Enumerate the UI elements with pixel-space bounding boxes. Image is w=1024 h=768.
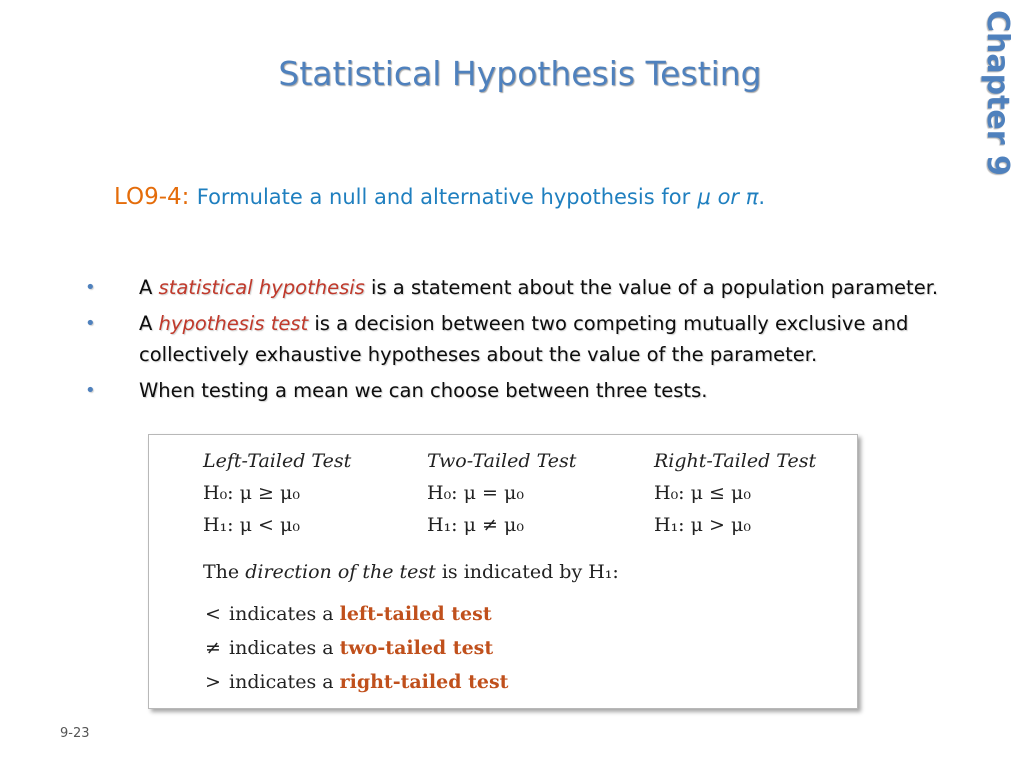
indicator-list (203, 599, 508, 701)
bullet-list (85, 272, 985, 411)
bullet-term: hypothesis test (158, 312, 309, 335)
bullet-text-pre: When testing a mean we can choose between three tests. (139, 379, 708, 402)
test-name: Right-Tailed Test (654, 450, 817, 472)
bullet-icon: • (85, 313, 96, 334)
indicator-item (203, 667, 508, 701)
indicator-symbol: > (205, 671, 221, 693)
indicator-kind: left-tailed test (339, 603, 492, 625)
indicator-kind: two-tailed test (339, 637, 494, 659)
chapter-label: Chapter (980, 10, 1015, 145)
bullet-term: statistical hypothesis (158, 276, 365, 299)
hypothesis-tests-figure (148, 434, 858, 709)
test-column-left (203, 447, 433, 543)
bullet-item (85, 308, 985, 370)
page-number: 9-23 (60, 726, 90, 741)
bullet-icon: • (85, 380, 96, 401)
indicator-symbol: ≠ (205, 637, 221, 659)
alternative-hypothesis: H₁: μ < μ₀ (203, 514, 300, 536)
direction-post: is indicated by H₁: (435, 561, 619, 583)
bullet-icon: • (85, 277, 96, 298)
test-column-right (654, 447, 884, 543)
bullet-text-post: is a statement about the value of a population parameter. (364, 276, 939, 299)
bullet-text-pre: A (139, 276, 159, 299)
bullet-text-pre: A (139, 312, 159, 335)
indicator-symbol: < (205, 603, 221, 625)
alternative-hypothesis: H₁: μ ≠ μ₀ (427, 514, 524, 536)
indicator-text: indicates a (223, 671, 340, 693)
chapter-number: 9 (980, 155, 1015, 176)
bullet-item (85, 272, 985, 303)
null-hypothesis: H₀: μ ≤ μ₀ (654, 482, 751, 504)
indicator-text: indicates a (223, 637, 340, 659)
indicator-item (203, 633, 508, 667)
indicator-text: indicates a (223, 603, 340, 625)
direction-term: direction of the test (245, 561, 436, 583)
null-hypothesis: H₀: μ ≥ μ₀ (203, 482, 300, 504)
objective-symbols: μ or π (697, 185, 759, 209)
test-column-two (427, 447, 657, 543)
test-name: Two-Tailed Test (427, 450, 577, 472)
alternative-hypothesis: H₁: μ > μ₀ (654, 514, 751, 536)
objective-code: LO9-4: (114, 184, 190, 210)
learning-objective (114, 184, 765, 210)
objective-end: . (758, 185, 766, 209)
objective-text: Formulate a null and alternative hypothesis for (196, 185, 691, 209)
bullet-item (85, 375, 985, 406)
slide-title: Statistical Hypothesis Testing (278, 54, 762, 93)
test-name: Left-Tailed Test (203, 450, 352, 472)
bullet-text-post: is a decision between two competing mutually exclusive and collectively exhaustive hypotheses about the value of the parameter. (139, 312, 909, 366)
direction-statement (203, 561, 619, 583)
null-hypothesis: H₀: μ = μ₀ (427, 482, 524, 504)
direction-pre: The (203, 561, 246, 583)
chapter-tab (975, 10, 1015, 200)
indicator-kind: right-tailed test (339, 671, 509, 693)
indicator-item (203, 599, 508, 633)
